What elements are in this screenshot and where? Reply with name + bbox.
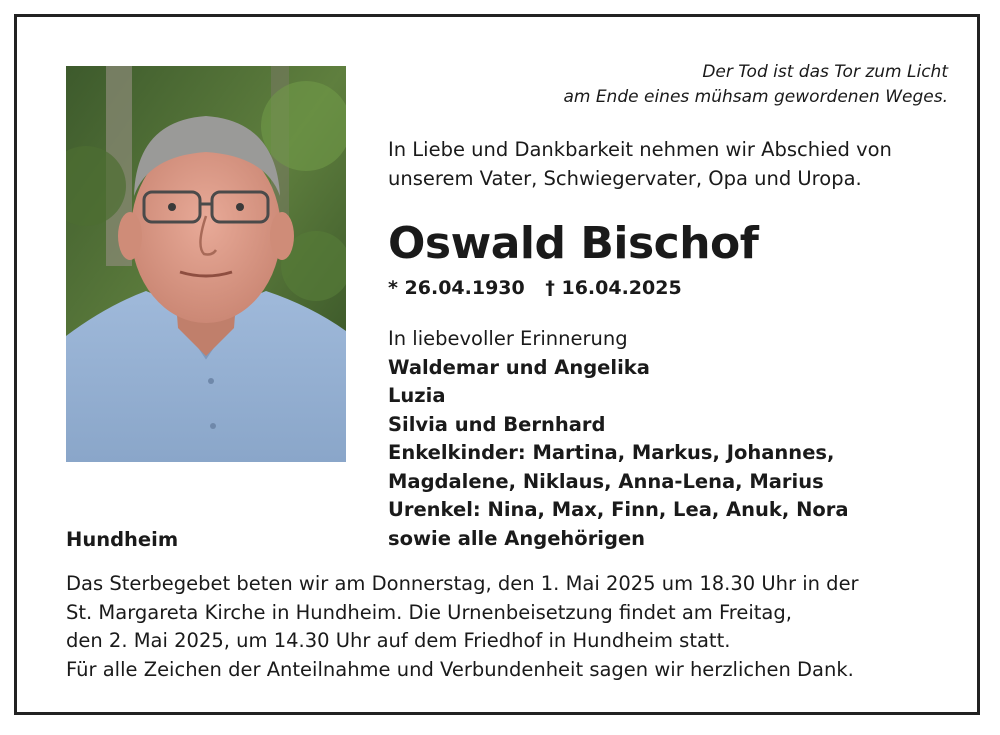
quote-line: am Ende eines mühsam gewordenen Weges. (563, 87, 948, 107)
mourner-line: Waldemar und Angelika (388, 355, 650, 379)
mourner-line: Enkelkinder: Martina, Markus, Johannes, (388, 441, 835, 464)
place-of-residence: Hundheim (66, 528, 179, 551)
mourner-line: Magdalene, Niklaus, Anna-Lena, Marius (388, 469, 824, 493)
mourner-line: Luzia (388, 384, 446, 407)
portrait-photo (66, 66, 346, 462)
portrait-illustration (66, 66, 346, 462)
notice-line: Das Sterbegebet beten wir am Donnerstag, den 1. Mai 2025 um 18.30 Uhr in der (66, 572, 859, 595)
farewell-intro (388, 135, 892, 193)
notice-line: den 2. Mai 2025, um 14.30 Uhr auf dem Friedhof in Hundheim statt. (66, 629, 731, 652)
birth-date: * 26.04.1930 (388, 277, 525, 299)
quote-line: Der Tod ist das Tor zum Licht (702, 62, 948, 82)
service-notice (66, 570, 859, 684)
death-date: † 16.04.2025 (545, 277, 682, 299)
deceased-name: Oswald Bischof (388, 218, 759, 269)
memorial-quote (563, 60, 948, 110)
mourner-line: Silvia und Bernhard (388, 412, 606, 436)
mourner-line: Urenkel: Nina, Max, Finn, Lea, Anuk, Nora (388, 498, 849, 521)
life-dates (388, 274, 682, 302)
mourners-list (388, 325, 849, 553)
notice-line: St. Margareta Kirche in Hundheim. Die Urnenbeisetzung findet am Freitag, (66, 600, 792, 624)
notice-line: Für alle Zeichen der Anteilnahme und Verbundenheit sagen wir herzlichen Dank. (66, 657, 854, 681)
intro-line: unserem Vater, Schwiegervater, Opa und Uropa. (388, 167, 862, 190)
mourner-line: sowie alle Angehörigen (388, 526, 646, 550)
mourners-lead: In liebevoller Erinnerung (388, 327, 628, 350)
intro-line: In Liebe und Dankbarkeit nehmen wir Abschied von (388, 138, 892, 161)
